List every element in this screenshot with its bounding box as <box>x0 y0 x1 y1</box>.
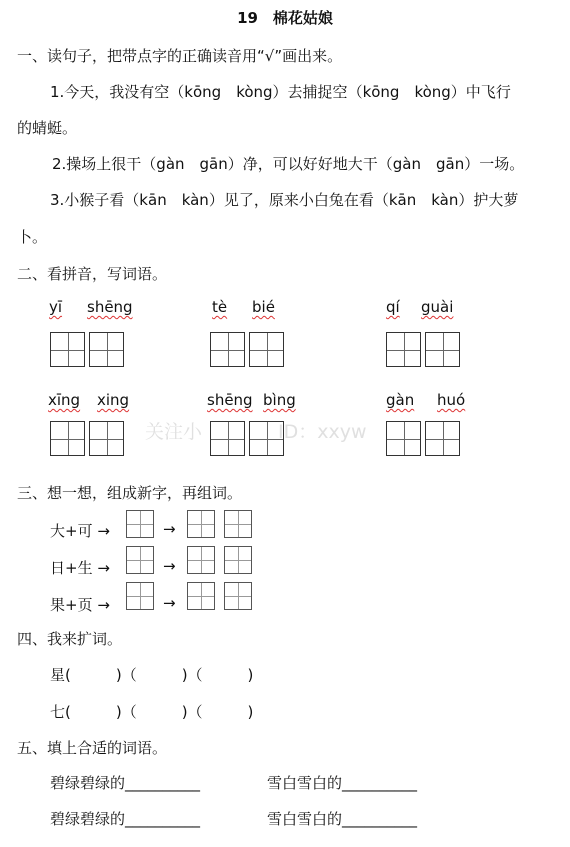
pinyin-6a: gàn <box>386 391 415 409</box>
fill-blank-4: 雪白雪白的__________ <box>267 810 418 828</box>
writing-grid[interactable] <box>249 332 284 367</box>
writing-grid[interactable] <box>89 332 124 367</box>
pinyin-6b: huó <box>437 391 466 409</box>
writing-grid[interactable] <box>386 421 421 456</box>
section-1-heading: 一、读句子，把带点字的正确读音用“√”画出来。 <box>17 47 343 65</box>
writing-grid[interactable] <box>425 421 460 456</box>
char-combo-2: 日+生 → <box>50 559 110 577</box>
pinyin-1b: shēng <box>87 298 133 316</box>
pinyin-4b: xing <box>97 391 130 409</box>
page-title: 19 棉花姑娘 <box>237 9 333 27</box>
pinyin-2b: bié <box>252 298 275 316</box>
fill-blank-3: 碧绿碧绿的__________ <box>50 810 201 828</box>
expand-word-row-1: 星( )（ )（ ) <box>50 666 254 684</box>
sentence-1b: 的蜻蜓。 <box>17 119 78 137</box>
section-4-heading: 四、我来扩词。 <box>17 630 123 648</box>
section-2-heading: 二、看拼音，写词语。 <box>17 265 168 283</box>
pinyin-1a: yī <box>49 298 63 316</box>
writing-grid[interactable] <box>386 332 421 367</box>
pinyin-2a: tè <box>212 298 228 316</box>
pinyin-3a: qí <box>386 298 400 316</box>
pinyin-3b: guài <box>421 298 454 316</box>
writing-grid[interactable] <box>50 421 85 456</box>
section-3-heading: 三、想一想，组成新字，再组词。 <box>17 484 243 502</box>
writing-grid[interactable] <box>210 421 245 456</box>
pinyin-5b: bìng <box>263 391 296 409</box>
writing-grid[interactable] <box>50 332 85 367</box>
sentence-3b: 卜。 <box>17 228 48 246</box>
writing-grid[interactable] <box>425 332 460 367</box>
pinyin-5a: shēng <box>207 391 253 409</box>
word-box[interactable] <box>187 582 215 610</box>
char-combo-1: 大+可 → <box>50 522 110 540</box>
word-box[interactable] <box>224 582 252 610</box>
writing-grid[interactable] <box>249 421 284 456</box>
word-box[interactable] <box>224 510 252 538</box>
char-combo-3: 果+页 → <box>50 596 110 614</box>
sentence-2: 2.操场上很干（gàn gān）净，可以好好地大干（gàn gān）一场。 <box>52 155 525 173</box>
word-box[interactable] <box>224 546 252 574</box>
writing-grid[interactable] <box>210 332 245 367</box>
fill-blank-1: 碧绿碧绿的__________ <box>50 774 201 792</box>
section-5-heading: 五、填上合适的词语。 <box>17 739 168 757</box>
watermark: 关注小 ID：xxyw <box>145 421 367 443</box>
new-char-box[interactable] <box>126 510 154 538</box>
word-box[interactable] <box>187 546 215 574</box>
new-char-box[interactable] <box>126 582 154 610</box>
arrow: → <box>163 557 176 575</box>
fill-blank-2: 雪白雪白的__________ <box>267 774 418 792</box>
word-box[interactable] <box>187 510 215 538</box>
arrow: → <box>163 594 176 612</box>
arrow: → <box>163 520 176 538</box>
pinyin-4a: xīng <box>48 391 81 409</box>
new-char-box[interactable] <box>126 546 154 574</box>
expand-word-row-2: 七( )（ )（ ) <box>50 703 254 721</box>
sentence-3a: 3.小猴子看（kān kàn）见了，原来小白兔在看（kān kàn）护大萝 <box>50 191 519 209</box>
sentence-1a: 1.今天，我没有空（kōng kòng）去捕捉空（kōng kòng）中飞行 <box>50 83 511 101</box>
writing-grid[interactable] <box>89 421 124 456</box>
